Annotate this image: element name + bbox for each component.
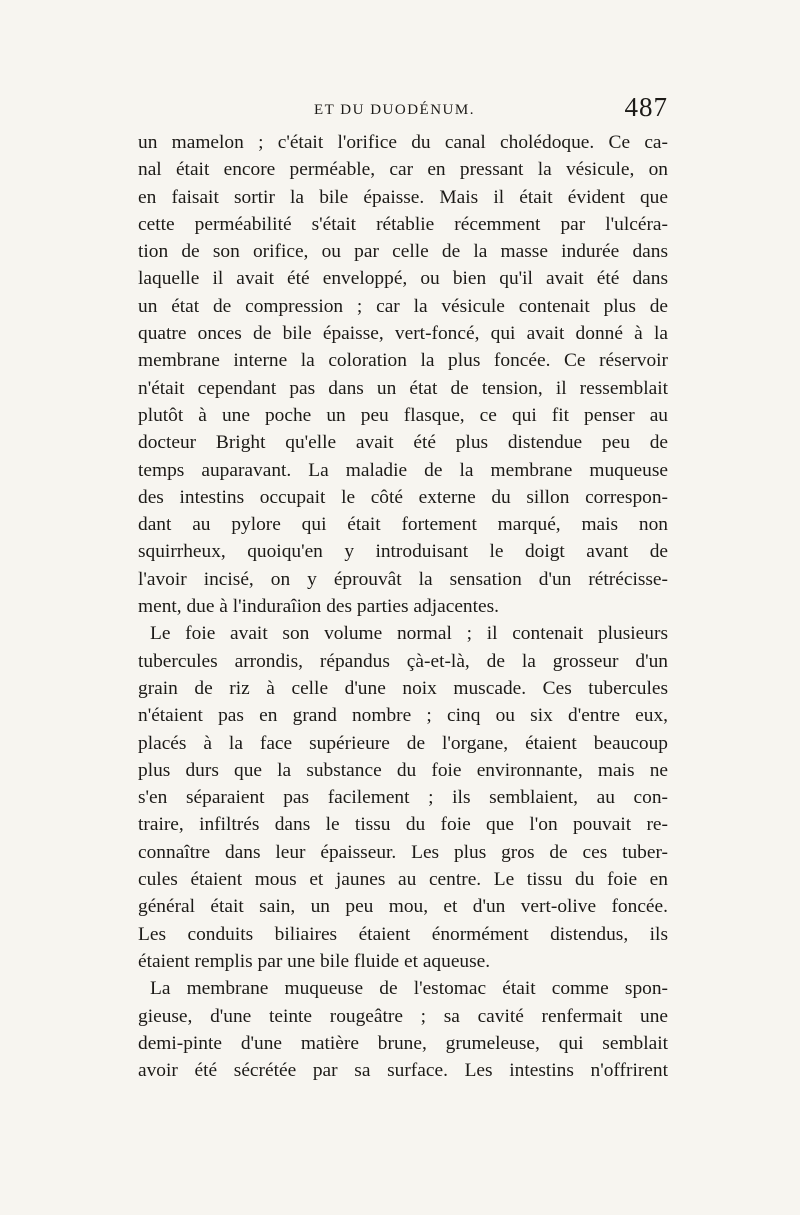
text-line: demi-pinte d'une matière brune, grumeleuse, qui semblait [138,1032,668,1054]
text-line: squirrheux, quoiqu'en y introduisant le doigt avant de [138,541,668,563]
text-line: cules étaient mous et jaunes au centre. Le tissu du foie en [138,869,668,891]
text-line: Le foie avait son volume normal ; il contenait plusieurs [150,623,668,645]
text-line: en faisait sortir la bile épaisse. Mais il était évident que [138,186,668,208]
page-number: 487 [624,92,668,122]
text-line: plus durs que la substance du foie environnante, mais ne [138,759,668,781]
text-line: étaient remplis par une bile fluide et aqueuse. [138,950,491,972]
text-line: Les conduits biliaires étaient énormément distendus, ils [138,923,668,945]
text-line: cette perméabilité s'était rétablie récemment par l'ulcéra- [138,213,668,235]
text-line: l'avoir incisé, on y éprouvât la sensation d'un rétrécisse- [138,568,668,590]
text-line: n'étaient pas en grand nombre ; cinq ou six d'entre eux, [138,705,668,727]
text-line: avoir été sécrétée par sa surface. Les intestins n'offrirent [138,1060,668,1082]
text-line: quatre onces de bile épaisse, vert-foncé, qui avait donné à la [138,323,668,345]
text-line: tion de son orifice, ou par celle de la masse indurée dans [138,241,668,263]
text-line: temps auparavant. La maladie de la membrane muqueuse [138,459,668,481]
text-line: n'était cependant pas dans un état de tension, il ressemblait [138,377,668,399]
text-line: nal était encore perméable, car en pressant la vésicule, on [138,159,668,181]
text-line: gieuse, d'une teinte rougeâtre ; sa cavité renfermait une [138,1005,668,1027]
text-line: placés à la face supérieure de l'organe, étaient beaucoup [138,732,668,754]
text-line: des intestins occupait le côté externe du sillon correspon- [138,486,668,508]
text-line: s'en séparaient pas facilement ; ils semblaient, au con- [138,787,668,809]
text-line: ment, due à l'induraîion des parties adjacentes. [138,596,500,618]
text-line: traire, infiltrés dans le tissu du foie que l'on pouvait re- [138,814,668,836]
text-line: tubercules arrondis, répandus çà-et-là, de la grosseur d'un [138,650,668,672]
text-line: docteur Bright qu'elle avait été plus distendue peu de [138,432,668,454]
text-line: dant au pylore qui était fortement marqué, mais non [138,514,668,536]
text-line: un état de compression ; car la vésicule contenait plus de [138,295,668,317]
text-line: membrane interne la coloration la plus foncée. Ce réservoir [138,350,668,372]
text-line: La membrane muqueuse de l'estomac était comme spon- [150,978,668,1000]
text-line: laquelle il avait été enveloppé, ou bien qu'il avait été dans [138,268,668,290]
text-line: connaître dans leur épaisseur. Les plus gros de ces tuber- [138,841,668,863]
body-text [138,129,668,1084]
page-header [138,92,668,128]
text-line: un mamelon ; c'était l'orifice du canal cholédoque. Ce ca- [138,132,668,153]
text-line: plutôt à une poche un peu flasque, ce qui fit penser au [138,404,668,426]
running-head: ET DU DUODÉNUM. [314,102,475,118]
text-line: général était sain, un peu mou, et d'un vert-olive foncée. [138,896,668,918]
text-line: grain de riz à celle d'une noix muscade. Ces tubercules [138,677,668,699]
